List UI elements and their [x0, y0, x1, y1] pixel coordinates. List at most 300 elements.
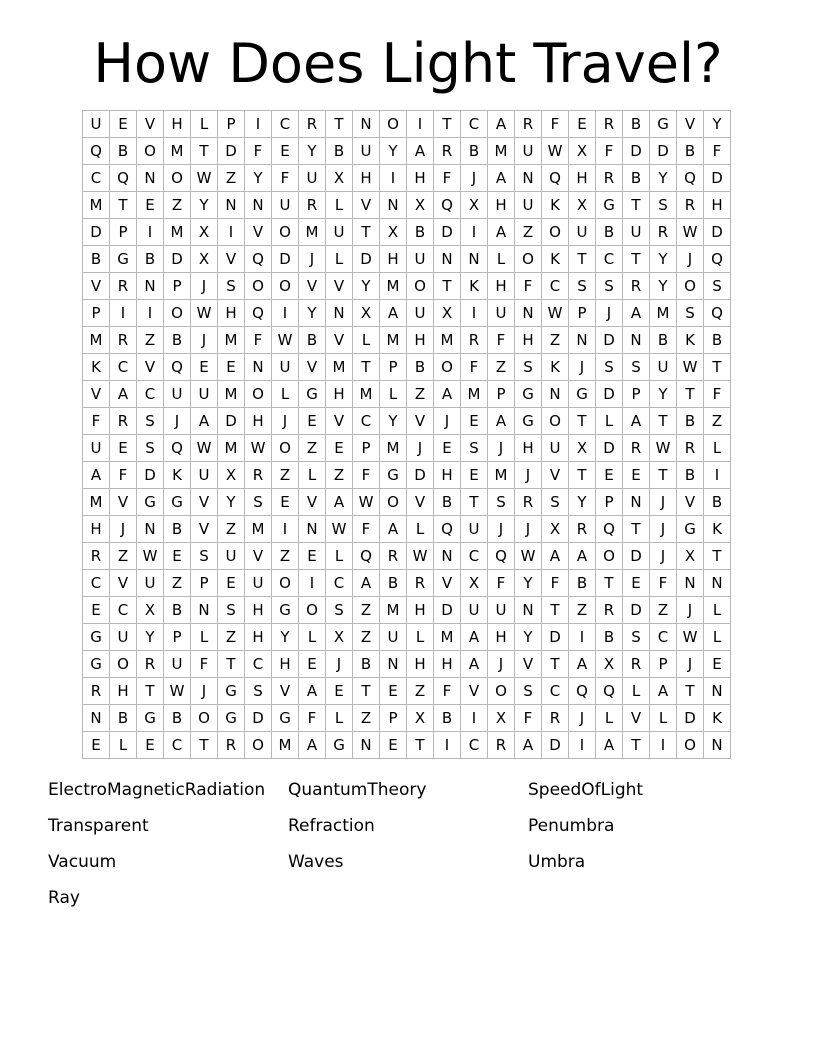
grid-cell[interactable]: L	[407, 624, 434, 651]
grid-cell[interactable]: W	[353, 489, 380, 516]
grid-cell[interactable]: K	[542, 354, 569, 381]
grid-cell[interactable]: O	[542, 408, 569, 435]
grid-cell[interactable]: F	[83, 408, 110, 435]
grid-cell[interactable]: F	[461, 354, 488, 381]
grid-cell[interactable]: Q	[704, 246, 731, 273]
grid-cell[interactable]: L	[623, 678, 650, 705]
grid-cell[interactable]: M	[380, 435, 407, 462]
grid-cell[interactable]: U	[569, 219, 596, 246]
grid-cell[interactable]: X	[569, 138, 596, 165]
grid-cell[interactable]: F	[542, 570, 569, 597]
grid-cell[interactable]: R	[650, 219, 677, 246]
grid-cell[interactable]: J	[677, 597, 704, 624]
grid-cell[interactable]: N	[380, 192, 407, 219]
grid-cell[interactable]: A	[488, 219, 515, 246]
grid-cell[interactable]: O	[488, 678, 515, 705]
grid-cell[interactable]: R	[596, 111, 623, 138]
grid-cell[interactable]: Y	[299, 300, 326, 327]
grid-cell[interactable]: A	[434, 381, 461, 408]
grid-cell[interactable]: A	[623, 300, 650, 327]
grid-cell[interactable]: D	[83, 219, 110, 246]
grid-cell[interactable]: M	[380, 273, 407, 300]
grid-cell[interactable]: X	[434, 300, 461, 327]
grid-cell[interactable]: T	[677, 678, 704, 705]
grid-cell[interactable]: N	[569, 327, 596, 354]
grid-cell[interactable]: P	[110, 219, 137, 246]
grid-cell[interactable]: Z	[137, 327, 164, 354]
grid-cell[interactable]: K	[542, 192, 569, 219]
grid-cell[interactable]: R	[623, 435, 650, 462]
grid-cell[interactable]: A	[380, 516, 407, 543]
grid-cell[interactable]: R	[623, 273, 650, 300]
grid-cell[interactable]: S	[650, 192, 677, 219]
grid-cell[interactable]: O	[515, 246, 542, 273]
grid-cell[interactable]: B	[677, 138, 704, 165]
grid-cell[interactable]: A	[326, 489, 353, 516]
grid-cell[interactable]: J	[569, 705, 596, 732]
grid-cell[interactable]: F	[488, 570, 515, 597]
grid-cell[interactable]: X	[326, 165, 353, 192]
grid-cell[interactable]: B	[704, 327, 731, 354]
grid-cell[interactable]: Z	[326, 462, 353, 489]
grid-cell[interactable]: Y	[272, 624, 299, 651]
grid-cell[interactable]: W	[542, 300, 569, 327]
grid-cell[interactable]: H	[407, 327, 434, 354]
grid-cell[interactable]: W	[164, 678, 191, 705]
grid-cell[interactable]: J	[191, 273, 218, 300]
grid-cell[interactable]: H	[245, 597, 272, 624]
grid-cell[interactable]: O	[164, 300, 191, 327]
grid-cell[interactable]: M	[83, 489, 110, 516]
grid-cell[interactable]: H	[353, 165, 380, 192]
grid-cell[interactable]: J	[677, 651, 704, 678]
grid-cell[interactable]: A	[569, 651, 596, 678]
grid-cell[interactable]: T	[650, 462, 677, 489]
grid-cell[interactable]: E	[623, 570, 650, 597]
grid-cell[interactable]: G	[218, 705, 245, 732]
grid-cell[interactable]: L	[191, 111, 218, 138]
grid-cell[interactable]: M	[434, 327, 461, 354]
grid-cell[interactable]: J	[191, 327, 218, 354]
grid-cell[interactable]: H	[407, 597, 434, 624]
grid-cell[interactable]: X	[461, 570, 488, 597]
grid-cell[interactable]: I	[218, 219, 245, 246]
grid-cell[interactable]: K	[83, 354, 110, 381]
grid-cell[interactable]: Z	[407, 381, 434, 408]
grid-cell[interactable]: L	[596, 705, 623, 732]
grid-cell[interactable]: Z	[515, 219, 542, 246]
grid-cell[interactable]: R	[245, 462, 272, 489]
grid-cell[interactable]: C	[272, 111, 299, 138]
grid-cell[interactable]: X	[488, 705, 515, 732]
grid-cell[interactable]: X	[407, 705, 434, 732]
grid-cell[interactable]: A	[461, 651, 488, 678]
grid-cell[interactable]: D	[137, 462, 164, 489]
grid-cell[interactable]: Y	[650, 381, 677, 408]
grid-cell[interactable]: I	[434, 732, 461, 759]
grid-cell[interactable]: J	[488, 516, 515, 543]
grid-cell[interactable]: X	[353, 300, 380, 327]
grid-cell[interactable]: Q	[245, 300, 272, 327]
grid-cell[interactable]: U	[164, 651, 191, 678]
grid-cell[interactable]: E	[326, 435, 353, 462]
grid-cell[interactable]: Y	[353, 273, 380, 300]
grid-cell[interactable]: Y	[191, 192, 218, 219]
grid-cell[interactable]: J	[569, 354, 596, 381]
grid-cell[interactable]: G	[83, 651, 110, 678]
grid-cell[interactable]: A	[596, 732, 623, 759]
grid-cell[interactable]: H	[434, 462, 461, 489]
grid-cell[interactable]: S	[245, 489, 272, 516]
grid-cell[interactable]: Z	[218, 624, 245, 651]
grid-cell[interactable]: U	[164, 381, 191, 408]
grid-cell[interactable]: F	[191, 651, 218, 678]
grid-cell[interactable]: H	[488, 273, 515, 300]
grid-cell[interactable]: R	[596, 165, 623, 192]
grid-cell[interactable]: H	[407, 165, 434, 192]
grid-cell[interactable]: U	[488, 597, 515, 624]
grid-cell[interactable]: M	[650, 300, 677, 327]
grid-cell[interactable]: B	[434, 705, 461, 732]
grid-cell[interactable]: E	[110, 435, 137, 462]
grid-cell[interactable]: S	[569, 273, 596, 300]
grid-cell[interactable]: U	[191, 381, 218, 408]
grid-cell[interactable]: G	[515, 381, 542, 408]
grid-cell[interactable]: L	[326, 192, 353, 219]
grid-cell[interactable]: T	[542, 651, 569, 678]
grid-cell[interactable]: S	[461, 435, 488, 462]
grid-cell[interactable]: H	[245, 408, 272, 435]
grid-cell[interactable]: C	[461, 111, 488, 138]
grid-cell[interactable]: W	[542, 138, 569, 165]
grid-cell[interactable]: Z	[650, 597, 677, 624]
grid-cell[interactable]: E	[137, 192, 164, 219]
grid-cell[interactable]: C	[110, 597, 137, 624]
grid-cell[interactable]: L	[299, 624, 326, 651]
grid-cell[interactable]: P	[650, 651, 677, 678]
grid-cell[interactable]: H	[272, 651, 299, 678]
grid-cell[interactable]: L	[326, 246, 353, 273]
grid-cell[interactable]: V	[326, 408, 353, 435]
grid-cell[interactable]: X	[407, 192, 434, 219]
grid-cell[interactable]: O	[434, 354, 461, 381]
grid-cell[interactable]: D	[623, 138, 650, 165]
grid-cell[interactable]: Q	[434, 516, 461, 543]
grid-cell[interactable]: T	[704, 543, 731, 570]
grid-cell[interactable]: F	[245, 138, 272, 165]
grid-cell[interactable]: H	[407, 651, 434, 678]
grid-cell[interactable]: L	[326, 705, 353, 732]
grid-cell[interactable]: O	[380, 111, 407, 138]
grid-cell[interactable]: D	[542, 624, 569, 651]
grid-cell[interactable]: Z	[353, 624, 380, 651]
grid-cell[interactable]: B	[407, 354, 434, 381]
grid-cell[interactable]: U	[272, 354, 299, 381]
grid-cell[interactable]: Q	[110, 165, 137, 192]
grid-cell[interactable]: V	[83, 273, 110, 300]
grid-cell[interactable]: O	[407, 273, 434, 300]
grid-cell[interactable]: J	[677, 246, 704, 273]
grid-cell[interactable]: D	[434, 597, 461, 624]
grid-cell[interactable]: A	[623, 408, 650, 435]
grid-cell[interactable]: R	[677, 435, 704, 462]
grid-cell[interactable]: K	[542, 246, 569, 273]
grid-cell[interactable]: U	[299, 165, 326, 192]
grid-cell[interactable]: S	[623, 624, 650, 651]
grid-cell[interactable]: B	[407, 219, 434, 246]
grid-cell[interactable]: Y	[569, 489, 596, 516]
grid-cell[interactable]: U	[353, 138, 380, 165]
grid-cell[interactable]: Y	[218, 489, 245, 516]
grid-cell[interactable]: N	[137, 165, 164, 192]
grid-cell[interactable]: G	[380, 462, 407, 489]
grid-cell[interactable]: B	[623, 111, 650, 138]
grid-cell[interactable]: Z	[218, 516, 245, 543]
grid-cell[interactable]: U	[515, 138, 542, 165]
grid-cell[interactable]: N	[515, 165, 542, 192]
grid-cell[interactable]: J	[299, 246, 326, 273]
grid-cell[interactable]: B	[353, 651, 380, 678]
grid-cell[interactable]: E	[137, 732, 164, 759]
grid-cell[interactable]: V	[623, 705, 650, 732]
grid-cell[interactable]: Z	[488, 354, 515, 381]
grid-cell[interactable]: J	[326, 651, 353, 678]
grid-cell[interactable]: A	[461, 624, 488, 651]
grid-cell[interactable]: S	[596, 354, 623, 381]
grid-cell[interactable]: M	[434, 624, 461, 651]
grid-cell[interactable]: D	[596, 381, 623, 408]
grid-cell[interactable]: E	[218, 354, 245, 381]
grid-cell[interactable]: H	[515, 435, 542, 462]
grid-cell[interactable]: U	[83, 111, 110, 138]
grid-cell[interactable]: S	[515, 354, 542, 381]
grid-cell[interactable]: J	[596, 300, 623, 327]
grid-cell[interactable]: Y	[380, 138, 407, 165]
grid-cell[interactable]: P	[164, 624, 191, 651]
grid-cell[interactable]: V	[191, 516, 218, 543]
grid-cell[interactable]: E	[434, 435, 461, 462]
grid-cell[interactable]: I	[407, 111, 434, 138]
grid-cell[interactable]: Y	[245, 165, 272, 192]
grid-cell[interactable]: I	[110, 300, 137, 327]
grid-cell[interactable]: A	[110, 381, 137, 408]
grid-cell[interactable]: N	[191, 597, 218, 624]
grid-cell[interactable]: P	[596, 489, 623, 516]
grid-cell[interactable]: E	[272, 138, 299, 165]
grid-cell[interactable]: I	[137, 219, 164, 246]
grid-cell[interactable]: R	[488, 732, 515, 759]
grid-cell[interactable]: K	[461, 273, 488, 300]
grid-cell[interactable]: S	[542, 489, 569, 516]
grid-cell[interactable]: S	[218, 597, 245, 624]
grid-cell[interactable]: R	[677, 192, 704, 219]
grid-cell[interactable]: Z	[353, 597, 380, 624]
grid-cell[interactable]: U	[110, 624, 137, 651]
grid-cell[interactable]: Q	[596, 678, 623, 705]
grid-cell[interactable]: L	[704, 435, 731, 462]
grid-cell[interactable]: E	[461, 408, 488, 435]
grid-cell[interactable]: N	[218, 192, 245, 219]
grid-cell[interactable]: W	[326, 516, 353, 543]
grid-cell[interactable]: O	[596, 543, 623, 570]
grid-cell[interactable]: U	[245, 570, 272, 597]
grid-cell[interactable]: O	[272, 570, 299, 597]
grid-cell[interactable]: O	[245, 381, 272, 408]
grid-cell[interactable]: X	[596, 651, 623, 678]
grid-cell[interactable]: B	[83, 246, 110, 273]
grid-cell[interactable]: F	[434, 678, 461, 705]
grid-cell[interactable]: B	[164, 516, 191, 543]
grid-cell[interactable]: R	[542, 705, 569, 732]
grid-cell[interactable]: T	[353, 219, 380, 246]
grid-cell[interactable]: G	[272, 597, 299, 624]
grid-cell[interactable]: V	[110, 489, 137, 516]
grid-cell[interactable]: J	[650, 516, 677, 543]
grid-cell[interactable]: T	[218, 651, 245, 678]
grid-cell[interactable]: R	[515, 111, 542, 138]
grid-cell[interactable]: U	[650, 354, 677, 381]
grid-cell[interactable]: Z	[542, 327, 569, 354]
grid-cell[interactable]: O	[380, 489, 407, 516]
grid-cell[interactable]: H	[380, 246, 407, 273]
grid-cell[interactable]: R	[83, 678, 110, 705]
grid-cell[interactable]: K	[164, 462, 191, 489]
grid-cell[interactable]: L	[704, 624, 731, 651]
grid-cell[interactable]: T	[623, 732, 650, 759]
grid-cell[interactable]: M	[83, 192, 110, 219]
grid-cell[interactable]: A	[488, 111, 515, 138]
grid-cell[interactable]: T	[623, 516, 650, 543]
grid-cell[interactable]: C	[245, 651, 272, 678]
grid-cell[interactable]: B	[677, 408, 704, 435]
grid-cell[interactable]: Z	[272, 462, 299, 489]
grid-cell[interactable]: F	[434, 165, 461, 192]
grid-cell[interactable]: T	[137, 678, 164, 705]
grid-cell[interactable]: O	[137, 138, 164, 165]
grid-cell[interactable]: N	[137, 516, 164, 543]
grid-cell[interactable]: B	[164, 597, 191, 624]
grid-cell[interactable]: A	[191, 408, 218, 435]
grid-cell[interactable]: A	[353, 570, 380, 597]
grid-cell[interactable]: B	[623, 165, 650, 192]
grid-cell[interactable]: G	[218, 678, 245, 705]
grid-cell[interactable]: J	[434, 408, 461, 435]
grid-cell[interactable]: A	[488, 165, 515, 192]
grid-cell[interactable]: E	[461, 462, 488, 489]
grid-cell[interactable]: S	[488, 489, 515, 516]
grid-cell[interactable]: U	[488, 300, 515, 327]
grid-cell[interactable]: U	[83, 435, 110, 462]
grid-cell[interactable]: T	[353, 678, 380, 705]
grid-cell[interactable]: O	[542, 219, 569, 246]
grid-cell[interactable]: L	[650, 705, 677, 732]
grid-cell[interactable]: N	[623, 489, 650, 516]
grid-cell[interactable]: Y	[515, 570, 542, 597]
grid-cell[interactable]: T	[623, 246, 650, 273]
grid-cell[interactable]: Z	[353, 705, 380, 732]
grid-cell[interactable]: E	[326, 678, 353, 705]
grid-cell[interactable]: M	[164, 138, 191, 165]
grid-cell[interactable]: J	[650, 489, 677, 516]
grid-cell[interactable]: E	[110, 111, 137, 138]
grid-cell[interactable]: L	[407, 516, 434, 543]
grid-cell[interactable]: Y	[299, 138, 326, 165]
grid-cell[interactable]: E	[299, 408, 326, 435]
grid-cell[interactable]: T	[191, 138, 218, 165]
grid-cell[interactable]: Q	[569, 678, 596, 705]
grid-cell[interactable]: F	[542, 111, 569, 138]
grid-cell[interactable]: B	[164, 327, 191, 354]
grid-cell[interactable]: B	[164, 705, 191, 732]
grid-cell[interactable]: O	[299, 597, 326, 624]
grid-cell[interactable]: I	[380, 165, 407, 192]
grid-cell[interactable]: C	[326, 570, 353, 597]
grid-cell[interactable]: D	[704, 219, 731, 246]
grid-cell[interactable]: I	[650, 732, 677, 759]
grid-cell[interactable]: E	[191, 354, 218, 381]
grid-cell[interactable]: A	[299, 678, 326, 705]
grid-cell[interactable]: N	[542, 381, 569, 408]
grid-cell[interactable]: A	[569, 543, 596, 570]
grid-cell[interactable]: Q	[704, 300, 731, 327]
grid-cell[interactable]: G	[677, 516, 704, 543]
grid-cell[interactable]: T	[191, 732, 218, 759]
grid-cell[interactable]: J	[488, 435, 515, 462]
grid-cell[interactable]: G	[137, 705, 164, 732]
grid-cell[interactable]: C	[542, 678, 569, 705]
grid-cell[interactable]: R	[515, 489, 542, 516]
grid-cell[interactable]: W	[677, 219, 704, 246]
grid-cell[interactable]: U	[623, 219, 650, 246]
grid-cell[interactable]: M	[218, 327, 245, 354]
grid-cell[interactable]: V	[515, 651, 542, 678]
grid-cell[interactable]: L	[488, 246, 515, 273]
grid-cell[interactable]: M	[353, 381, 380, 408]
grid-cell[interactable]: E	[299, 651, 326, 678]
grid-cell[interactable]: X	[326, 624, 353, 651]
grid-cell[interactable]: M	[488, 138, 515, 165]
grid-cell[interactable]: L	[110, 732, 137, 759]
grid-cell[interactable]: T	[461, 489, 488, 516]
grid-cell[interactable]: H	[110, 678, 137, 705]
grid-cell[interactable]: P	[380, 705, 407, 732]
grid-cell[interactable]: P	[164, 273, 191, 300]
grid-cell[interactable]: C	[353, 408, 380, 435]
grid-cell[interactable]: N	[704, 678, 731, 705]
grid-cell[interactable]: G	[299, 381, 326, 408]
grid-cell[interactable]: Z	[407, 678, 434, 705]
grid-cell[interactable]: D	[164, 246, 191, 273]
grid-cell[interactable]: R	[83, 543, 110, 570]
grid-cell[interactable]: S	[515, 678, 542, 705]
grid-cell[interactable]: I	[137, 300, 164, 327]
grid-cell[interactable]: Q	[488, 543, 515, 570]
grid-cell[interactable]: B	[326, 138, 353, 165]
grid-cell[interactable]: C	[461, 732, 488, 759]
grid-cell[interactable]: H	[434, 651, 461, 678]
grid-cell[interactable]: X	[569, 435, 596, 462]
grid-cell[interactable]: U	[191, 462, 218, 489]
grid-cell[interactable]: L	[299, 462, 326, 489]
grid-cell[interactable]: G	[137, 489, 164, 516]
grid-cell[interactable]: Q	[434, 192, 461, 219]
grid-cell[interactable]: K	[704, 705, 731, 732]
grid-cell[interactable]: V	[677, 111, 704, 138]
grid-cell[interactable]: V	[353, 192, 380, 219]
grid-cell[interactable]: W	[191, 165, 218, 192]
grid-cell[interactable]: W	[272, 327, 299, 354]
grid-cell[interactable]: F	[704, 381, 731, 408]
